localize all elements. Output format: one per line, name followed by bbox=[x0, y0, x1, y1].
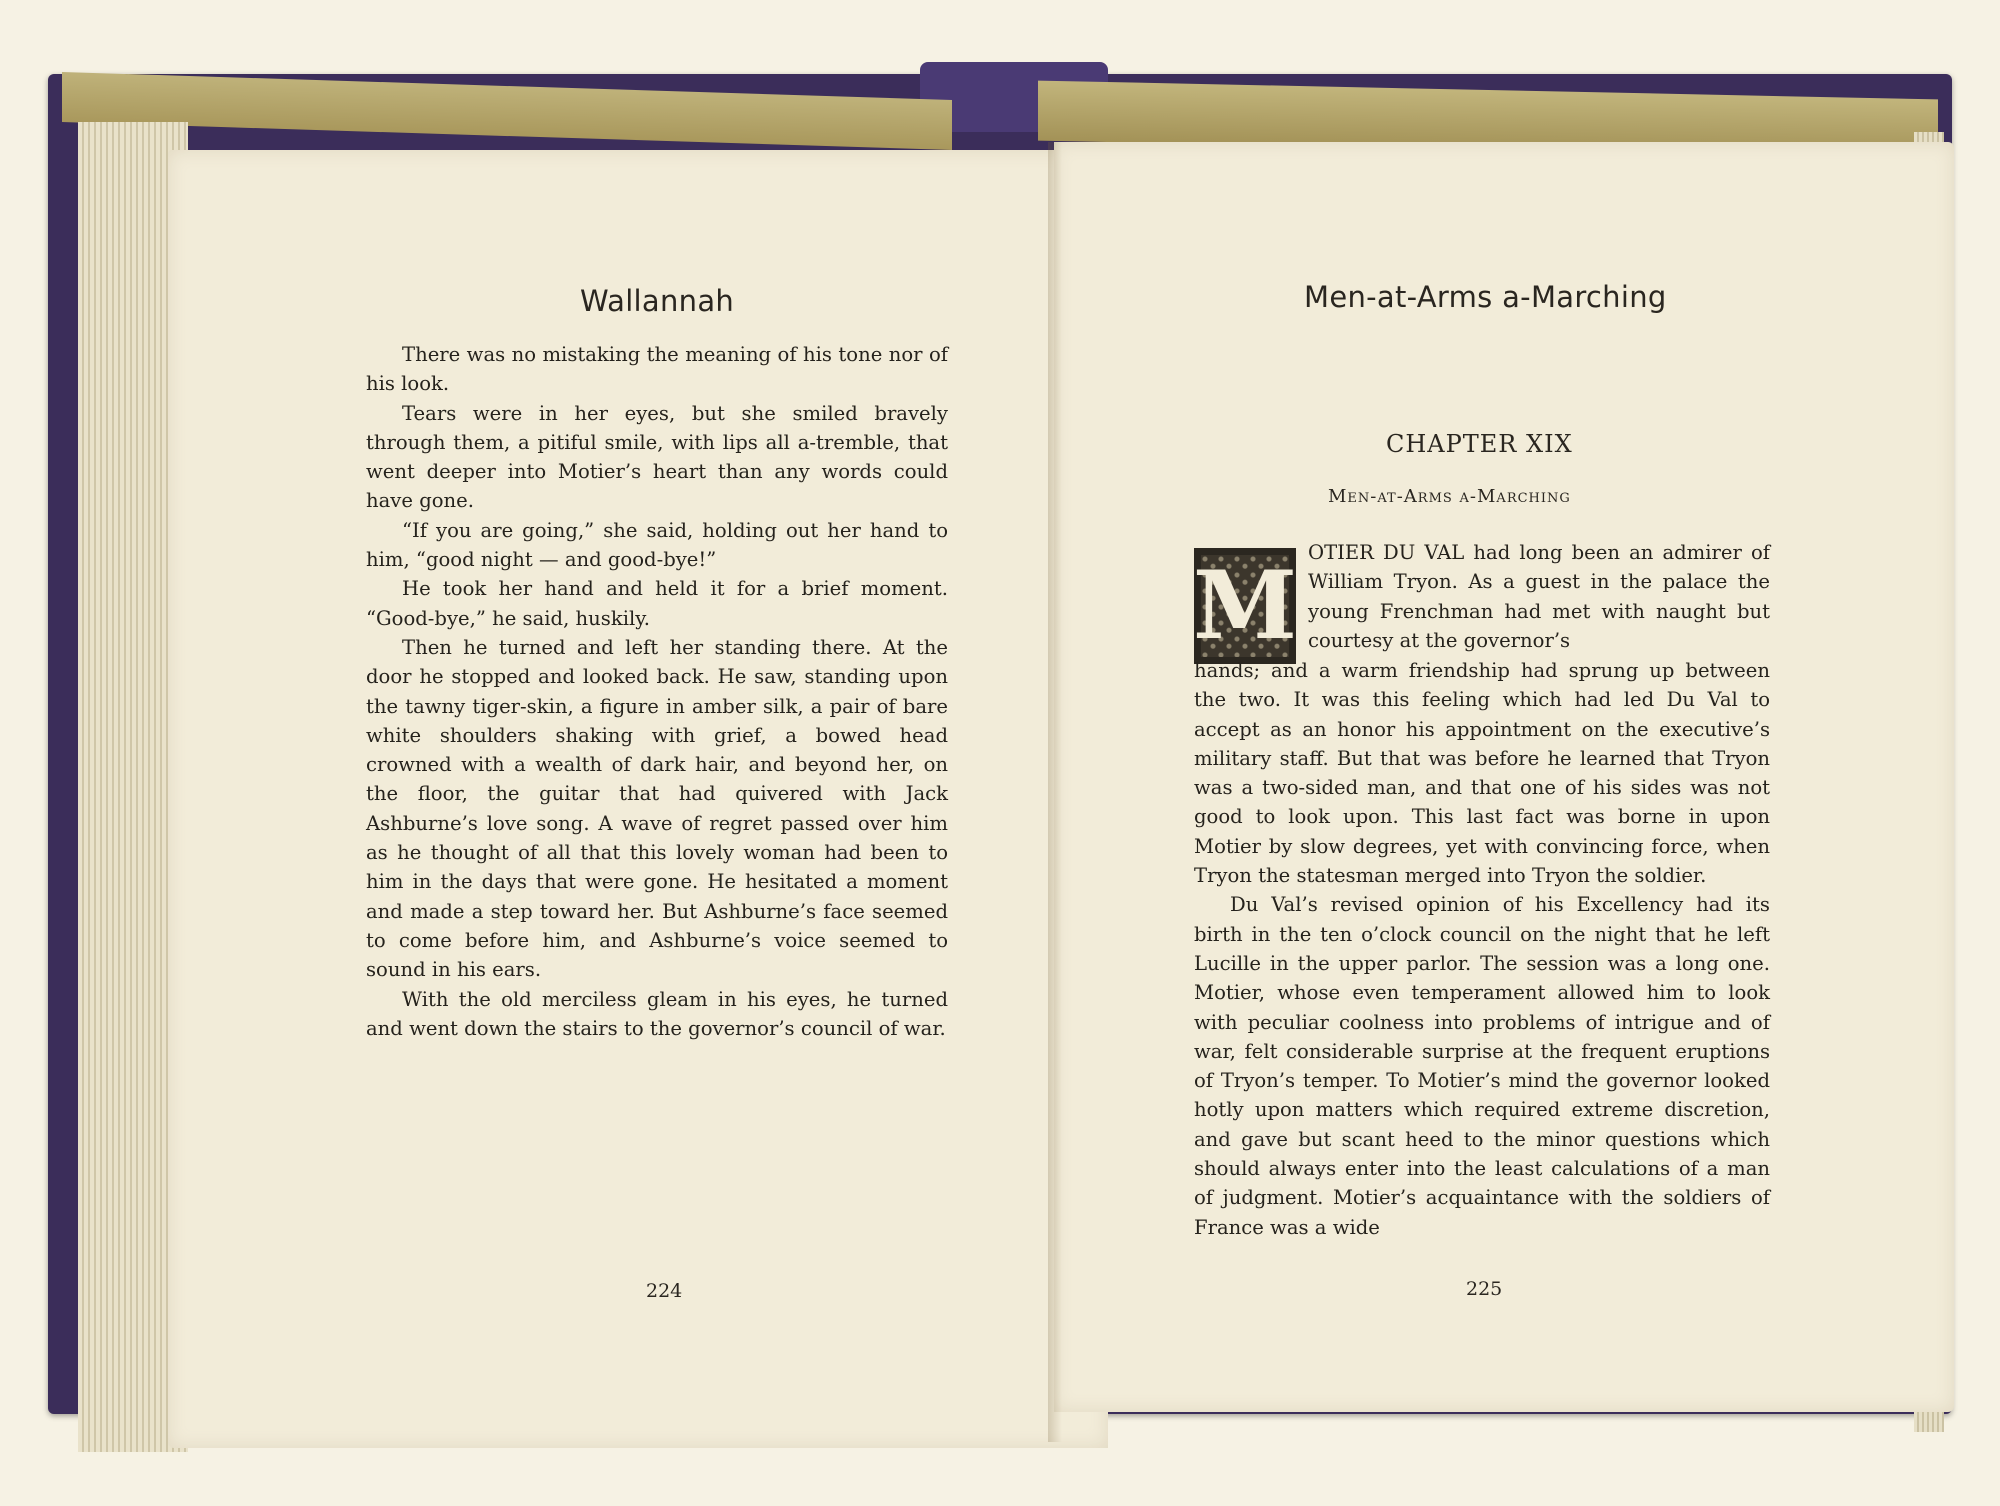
dropcap-letter: M bbox=[1192, 551, 1298, 661]
right-page-text bbox=[1194, 656, 1770, 1242]
book-gutter bbox=[1048, 142, 1062, 1442]
left-page-number: 224 bbox=[646, 1280, 683, 1302]
right-page-number: 225 bbox=[1466, 1278, 1503, 1300]
left-running-head: Wallannah bbox=[580, 284, 735, 318]
chapter-opening-lines bbox=[1308, 538, 1770, 655]
dropcap-ornament bbox=[1194, 548, 1296, 664]
chapter-number: CHAPTER XIX bbox=[1386, 430, 1573, 458]
left-paragraph: He took her hand and held it for a brief moment. “Good-bye,” he said, huskily. bbox=[366, 577, 948, 630]
left-paragraph: Tears were in her eyes, but she smiled bravely through them, a pitiful smile, with lips all a-tremble, that went deeper into Motier’s heart than any words could have gone. bbox=[366, 401, 948, 513]
right-running-head: Men-at-Arms a-Marching bbox=[1304, 280, 1667, 314]
left-page-text bbox=[366, 340, 948, 1043]
right-paragraph: Du Val’s revised opinion of his Excellency had its birth in the ten o’clock council on the night that he left Lucille in the upper parlor. The session was a long one. Motier, whose even temperament allowed him to look with peculiar coolness into problems of intrigue and of war, felt considerable surprise at the frequent eruptions of Tryon’s temper. To Motier’s mind the governor looked hotly upon matters which required extreme discretion, and gave but scant heed to the minor questions which should always enter into the least calculations of a man of judgment. Motier’s acquaintance with the soldiers of France was a wide bbox=[1194, 893, 1770, 1239]
left-paragraph: “If you are going,” she said, holding out her hand to him, “good night — and good-bye!” bbox=[366, 518, 948, 572]
left-paragraph: There was no mistaking the meaning of his tone nor of his look. bbox=[366, 343, 948, 396]
opening-lines-text: OTIER DU VAL had long been an admirer of William Tryon. As a guest in the palace the young Frenchman had met with naught but courtesy at the governor’s bbox=[1308, 541, 1770, 652]
right-paragraph: hands; and a warm friendship had sprung up between the two. It was this feeling which had led Du Val to accept as an honor his appointment on the executive’s military staff. But that was before he learned that Tryon was a two-sided man, and that one of his sides was not good to look upon. This last fact was borne in upon Motier by slow degrees, yet with convincing force, when Tryon the statesman merged into Tryon the soldier. bbox=[1194, 659, 1770, 888]
left-paragraph: With the old merciless gleam in his eyes, he turned and went down the stairs to the governor’s council of war. bbox=[366, 987, 948, 1040]
chapter-title: Men-at-Arms a-Marching bbox=[1328, 486, 1571, 507]
dropcap-pattern bbox=[1192, 551, 1298, 661]
left-paragraph: Then he turned and left her standing there. At the door he stopped and looked back. He saw, standing upon the tawny tiger-skin, a figure in amber silk, a pair of bare white shoulders shaking with grief, a bowed head crowned with a wealth of dark hair, and beyond her, on the floor, the guitar that had quivered with Jack Ashburne’s love song. A wave of regret passed over him as he thought of all that this lovely woman had been to him in the days that were gone. He hesitated a moment and made a step toward her. But Ashburne’s face seemed to come before him, and Ashburne’s voice seemed to sound in his ears. bbox=[366, 635, 948, 982]
